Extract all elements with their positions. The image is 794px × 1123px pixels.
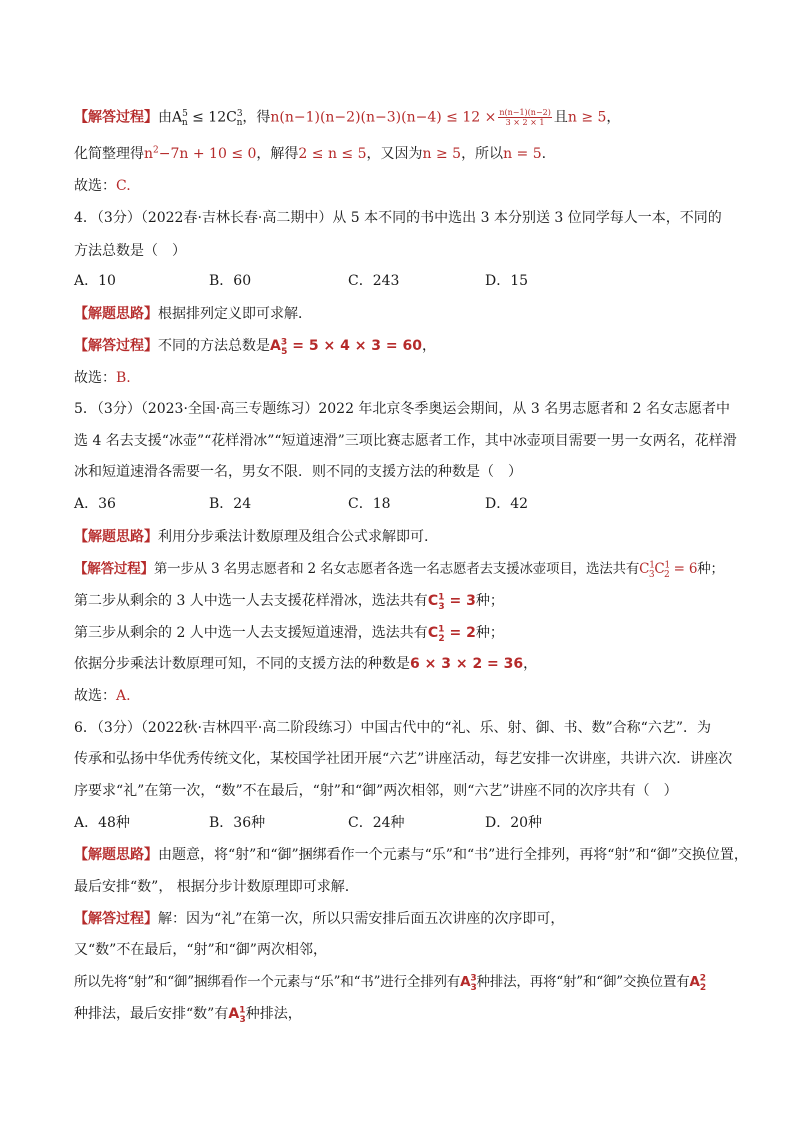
q5-answer: 故选：A.: [74, 688, 131, 704]
q6-stem-line1: 6．（3分）（2022秋·吉林四平·高二阶段练习）中国古代中的“礼、乐、射、御、书、数”合称“六艺”．为: [74, 720, 711, 736]
q5-solution-step2: 第二步从剩余的 3 人中选一人去支援花样滑冰，选法共有$C^1_3 = 3$种；: [74, 592, 504, 612]
q4-solution: 【解答过程】不同的方法总数是$A^3_5 = 5 \times 4 \times 3 = 60$，: [74, 337, 436, 357]
q5-stem-line1: 5．（3分）（2023·全国·高三专题练习）2022 年北京冬季奥运会期间，从 3 名男志愿者和 2 名女志愿者中: [74, 401, 731, 417]
idea-tag: 【解题思路】: [74, 847, 158, 863]
option-c: C．243: [348, 273, 400, 289]
q4-stem-line1: 4．（3分）（2022春·吉林长春·高二期中）从 5 本不同的书中选出 3 本分别送 3 位同学每人一本，不同的: [74, 210, 722, 226]
solution-tag: 【解答过程】: [74, 561, 154, 577]
formula: n(n−1)(n−2)(n−3)(n−4) ≤ 12 ×: [270, 109, 497, 126]
option-a: A．48种: [74, 815, 130, 831]
text: 由A: [158, 109, 183, 126]
q4-idea: 【解题思路】根据排列定义即可求解．: [74, 306, 312, 322]
q5-stem-line2: 选 4 名去支援“冰壶”“花样滑冰”“短道速滑”三项比赛志愿者工作，其中冰壶项目需要一男一女两名，花样滑: [74, 433, 737, 449]
option-a: A．36: [74, 496, 116, 512]
idea-tag: 【解题思路】: [74, 306, 158, 322]
q5-stem-line3: 冰和短道速滑各需要一名，男女不限．则不同的支援方法的种数是（ ）: [74, 464, 522, 480]
option-b: B．36种: [209, 815, 266, 831]
q6-idea-line1: 【解题思路】由题意，将“射”和“御”捆绑看作一个元素与“乐”和“书”进行全排列，再将“射”和“御”交换位置，: [74, 847, 748, 863]
q3-solution-line2: 化简整理得$n^2-7n + 10 \le 0$，解得2 ≤ n ≤ 5，又因为n ≥ 5，所以n = 5.: [74, 145, 547, 162]
idea-tag: 【解题思路】: [74, 529, 158, 545]
q6-solution-line3: 所以先将“射”和“御”捆绑看作一个元素与“乐”和“书”进行全排列有$A^3_3$种排法，再将“射”和“御”交换位置有$A^2_2$: [74, 973, 706, 993]
solution-tag: 【解答过程】: [74, 911, 158, 927]
q6-solution-line1: 【解答过程】解：因为“礼”在第一次，所以只需安排后面五次讲座的次序即可，: [74, 911, 565, 927]
option-d: D．20种: [485, 815, 543, 831]
option-c: C．18: [348, 496, 391, 512]
q5-solution-step1: 【解答过程】第一步从 3 名男志愿者和 2 名女志愿者各选一名志愿者去支援冰壶项目，选法共有$C^1_3C^1_2 = 6$种；: [74, 560, 724, 580]
q5-solution-step3: 第三步从剩余的 2 人中选一人去支援短道速滑，选法共有$C^1_2 = 2$种；: [74, 624, 504, 644]
q6-stem-line3: 序要求“礼”在第一次，“数”不在最后，“射”和“御”两次相邻，则“六艺”讲座不同的次序共有（ ）: [74, 783, 678, 799]
q3-answer: 故选：C.: [74, 178, 131, 194]
q4-answer: 故选：B.: [74, 370, 131, 386]
q3-solution-line1: 【解答过程】由$A^5_n \le 12C^3_n$，得n(n−1)(n−2)(n−3)(n−4) ≤ 12 × $\frac{n(n-1)(n-2)}{3 \times 2 \times 1}$ 且n ≥ 5，: [74, 108, 621, 129]
q6-solution-line2: 又“数”不在最后，“射”和“御”两次相邻，: [74, 942, 327, 958]
q6-stem-line2: 传承和弘扬中华优秀传统文化，某校国学社团开展“六艺”讲座活动，每艺安排一次讲座，共讲六次．讲座次: [74, 751, 733, 767]
q6-idea-line2: 最后安排“数”， 根据分步计数原理即可求解.: [74, 879, 350, 895]
q5-solution-step4: 依据分步乘法计数原理可知，不同的支援方法的种数是6 × 3 × 2 = 36，: [74, 656, 538, 672]
option-d: D．42: [485, 496, 529, 512]
q4-stem-line2: 方法总数是（ ）: [74, 243, 186, 259]
fraction: $\frac{n(n-1)(n-2)}{3 \times 2 \times 1}$: [499, 108, 551, 127]
option-d: D．15: [485, 273, 529, 289]
solution-tag: 【解答过程】: [74, 109, 158, 126]
q6-solution-line4: 种排法，最后安排“数”有$A^1_3$种排法，: [74, 1005, 302, 1025]
solution-tag: 【解答过程】: [74, 338, 158, 354]
option-a: A．10: [74, 273, 116, 289]
option-c: C．24种: [348, 815, 405, 831]
option-b: B．24: [209, 496, 252, 512]
q5-idea: 【解题思路】利用分步乘法计数原理及组合公式求解即可.: [74, 529, 429, 545]
option-b: B．60: [209, 273, 252, 289]
